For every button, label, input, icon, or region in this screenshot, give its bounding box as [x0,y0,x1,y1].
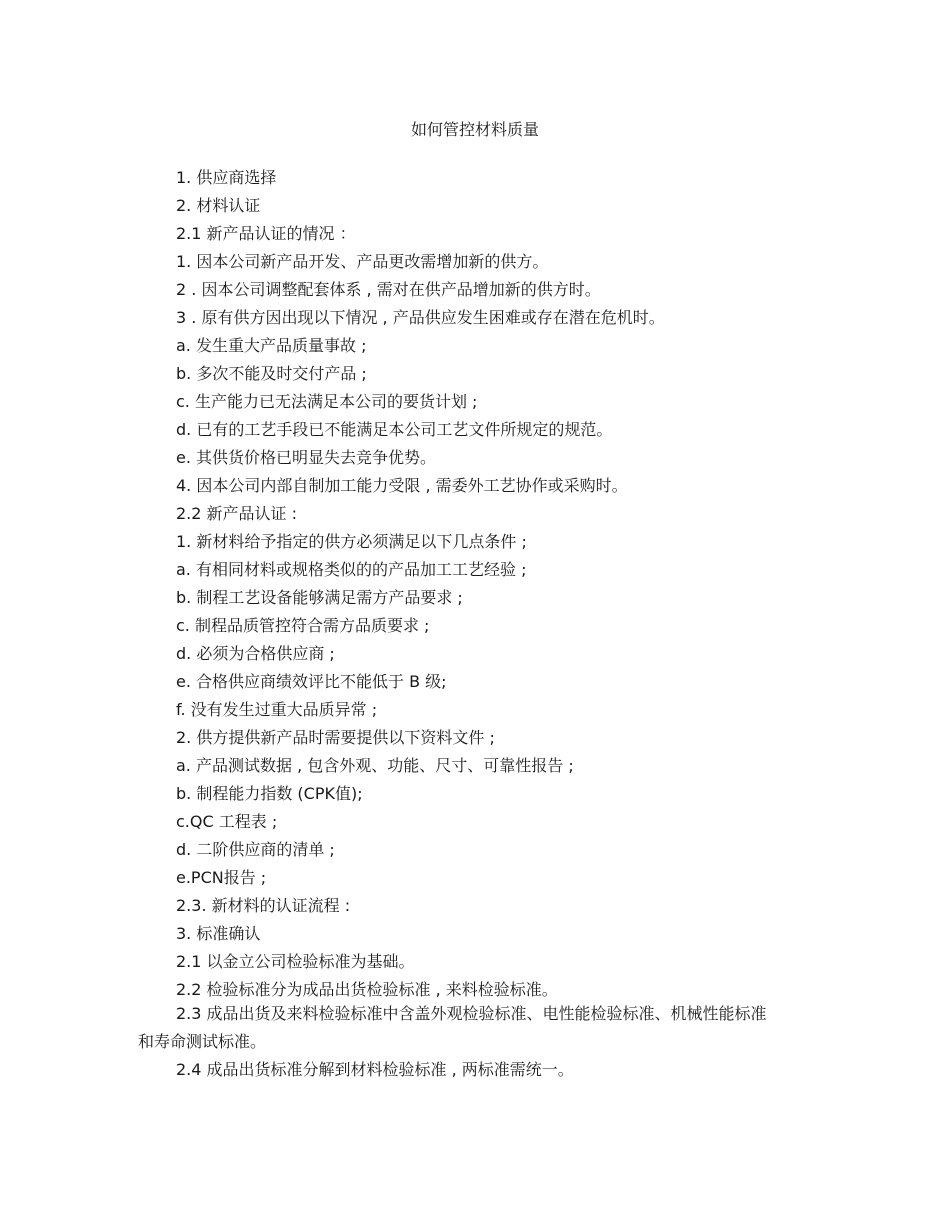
text-line: 2.2 新产品认证 : [176,504,298,523]
text-line: d. 必须为合格供应商 ; [176,644,335,663]
text-line: b. 多次不能及时交付产品 ; [176,364,367,383]
text-line: a. 产品测试数据 , 包含外观、功能、尺寸、可靠性报告 ; [176,756,574,775]
text-line: 2. 材料认证 [176,196,261,215]
text-paragraph: 2.3 成品出货及来料检验标准中含盖外观检验标准、电性能检验标准、机械性能标准和寿命测试标准。 [138,1004,767,1051]
text-line: c.QC 工程表 ; [176,812,278,831]
text-line: 1. 因本公司新产品开发、产品更改需增加新的供方。 [176,252,549,271]
text-line: 4. 因本公司内部自制加工能力受限 , 需委外工艺协作或采购时。 [176,476,628,495]
text-line: c. 生产能力已无法满足本公司的要货计划 ; [176,392,478,411]
text-line: 2. 供方提供新产品时需要提供以下资料文件 ; [176,728,495,747]
text-line: c. 制程品质管控符合需方品质要求 ; [176,616,430,635]
text-line: d. 已有的工艺手段已不能满足本公司工艺文件所规定的规范。 [176,420,613,439]
text-line: 2 . 因本公司调整配套体系 , 需对在供产品增加新的供方时。 [176,280,601,299]
text-line: 3 . 原有供方因出现以下情况 , 产品供应发生困难或存在潜在危机时。 [176,308,665,327]
text-line: 3. 标准确认 [176,924,261,943]
document-title: 如何管控材料质量 [410,120,539,139]
text-line: 2.1 新产品认证的情况 ： [176,224,356,243]
text-line: 2.2 检验标准分为成品出货检验标准 , 来料检验标准。 [176,980,558,999]
text-line: f. 没有发生过重大品质异常 ; [176,700,378,719]
text-line: 1. 新材料给予指定的供方必须满足以下几点条件 ; [176,532,527,551]
text-line: b. 制程能力指数 (CPK值); [176,784,363,803]
text-line: e. 其供货价格已明显失去竞争优势。 [176,448,437,467]
text-line: e.PCN报告 ; [176,868,267,887]
text-line: a. 发生重大产品质量事故 ; [176,336,367,355]
document-body [176,164,796,1004]
text-line: e. 合格供应商绩效评比不能低于 B 级; [176,672,447,691]
text-line: 1. 供应商选择 [176,168,277,187]
text-line: a. 有相同材料或规格类似的的产品加工工艺经验 ; [176,560,527,579]
text-line: 2.3. 新材料的认证流程 : [176,896,351,915]
text-line: d. 二阶供应商的清单 ; [176,840,335,859]
text-line: 2.1 以金立公司检验标准为基础。 [176,952,415,971]
text-line: 2.4 成品出货标准分解到材料检验标准 , 两标准需统一。 [176,1060,574,1079]
text-line: b. 制程工艺设备能够满足需方产品要求 ; [176,588,463,607]
